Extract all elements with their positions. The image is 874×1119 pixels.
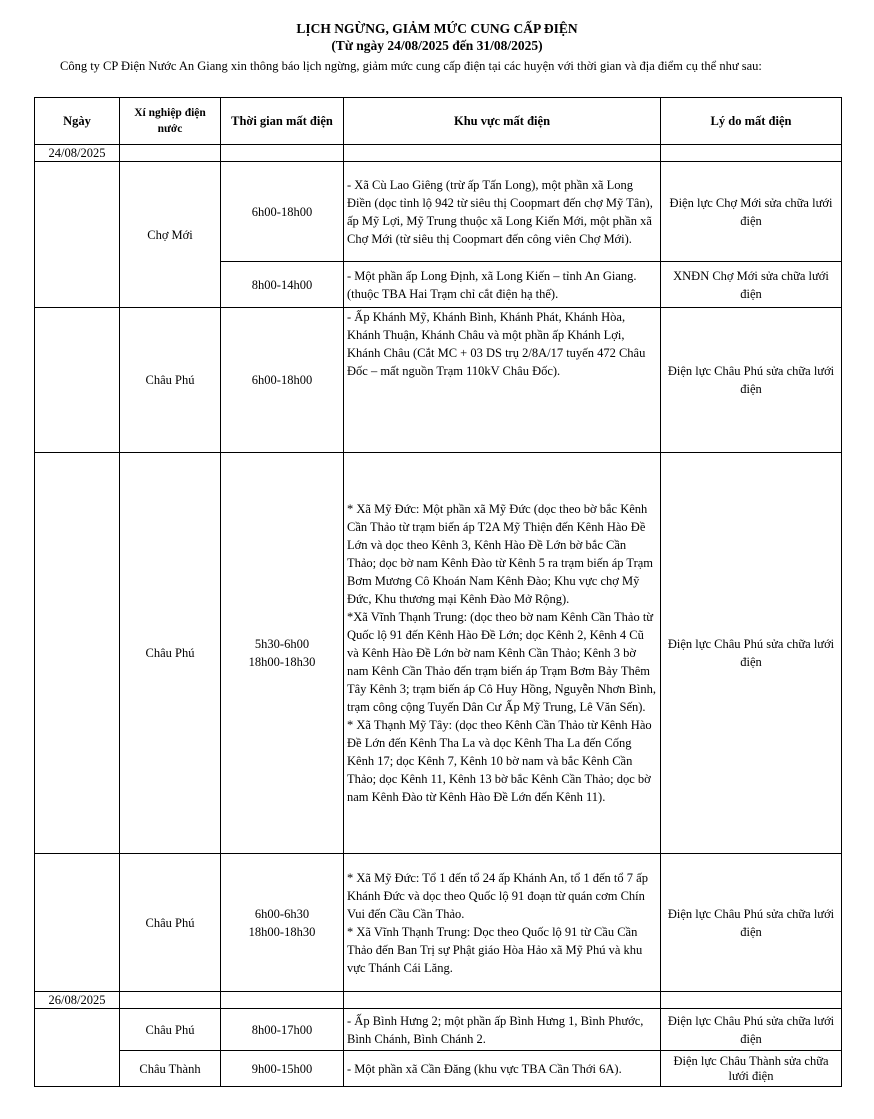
area-paragraph-3: * Xã Thạnh Mỹ Tây: (dọc theo Kênh Cần Thảo từ Kênh Hào Đề Lớn đến Kênh Tha La và dọc Kênh Tha La đến Cống Kênh 17; dọc Kênh 7, Kênh 10 bờ nam và bắc Kênh Cần Thảo; dọc Kênh 11, Kênh 13 bờ bắc Kênh Cần Thảo; dọc bờ nam Kênh Đào từ Kênh Hào Đề Lớn đến Kênh 11). [347, 718, 652, 804]
unit-cell: Châu Phú [120, 854, 221, 992]
table-row [35, 308, 842, 453]
area-cell: - Ấp Khánh Mỹ, Khánh Bình, Khánh Phát, Khánh Hòa, Khánh Thuận, Khánh Châu và một phần ấp Khánh Lợi, Khánh Châu (Cắt MC + 03 DS trụ 2/8A/17 tuyến 472 Châu Đốc – mất nguồn Trạm 110kV Châu Đốc). [344, 308, 661, 453]
table-row [35, 162, 842, 262]
time-slot-2: 18h00-18h30 [248, 924, 316, 939]
table-row [35, 1051, 842, 1087]
unit-cell: Chợ Mới [120, 162, 221, 308]
area-cell: - Ấp Bình Hưng 2; một phần ấp Bình Hưng 1, Bình Phước, Bình Chánh, Bình Chánh 2. [344, 1009, 661, 1051]
column-header-unit [120, 98, 221, 145]
column-header-reason: Lý do mất điện [661, 98, 842, 145]
time-cell: 8h00-14h00 [221, 262, 344, 308]
area-cell: - Xã Cù Lao Giêng (trừ ấp Tấn Long), một phần xã Long Điền (dọc tỉnh lộ 942 từ siêu thị Coopmart đến chợ Mỹ Tân), ấp Mỹ Lợi, Mỹ Trung thuộc xã Long Kiến Mới, một phần xã Chợ Mới (từ siêu thị Coopmart đến công viên Chợ Mới). [344, 162, 661, 262]
column-header-area: Khu vực mất điện [344, 98, 661, 145]
date-row [35, 992, 842, 1009]
unit-cell: Châu Thành [120, 1051, 221, 1087]
table-row [35, 1009, 842, 1051]
date-span-cell [35, 1009, 120, 1087]
column-header-date: Ngày [35, 98, 120, 145]
time-cell: 9h00-15h00 [221, 1051, 344, 1087]
time-cell: 6h00-18h00 [221, 162, 344, 262]
date-span-cell [35, 453, 120, 854]
date-span-cell [35, 162, 120, 308]
column-header-time-label: Thời gian mất điện [231, 114, 333, 128]
area-paragraph-2: *Xã Vĩnh Thạnh Trung: (dọc theo bờ nam Kênh Cần Thảo từ Quốc lộ 91 đến Kênh Hào Đề Lớn; dọc Kênh 2, Kênh 4 Cũ và Kênh Hào Đề Lớn bờ nam Kênh Cần Thảo; Kênh 3 bờ nam Kênh Cần Thảo đến trạm biến áp Trạm Bơm Bảy Thêm Tây Kênh 3; trạm biến áp Cô Huy Hồng, Nguyễn Nhơn Bình, trạm công cộng Tuyến Dân Cư Ấp Mỹ Trung, Lê Văn Sến). [347, 610, 656, 714]
time-slot-1: 6h00-6h30 [254, 906, 310, 921]
date-cell: 26/08/2025 [35, 992, 120, 1009]
date-span-cell [35, 854, 120, 992]
unit-cell: Châu Phú [120, 453, 221, 854]
reason-cell: Điện lực Châu Phú sửa chữa lưới điện [661, 854, 842, 992]
reason-cell: XNĐN Chợ Mới sửa chữa lưới điện [661, 262, 842, 308]
time-cell: 6h00-18h00 [221, 308, 344, 453]
area-paragraph-2: * Xã Vĩnh Thạnh Trung: Dọc theo Quốc lộ 91 từ Cầu Cần Thảo đến Ban Trị sự Phật giáo Hòa Hảo xã Mỹ Phú và khu vực Thánh Cái Lăng. [347, 924, 643, 975]
date-cell: 24/08/2025 [35, 145, 120, 162]
area-cell [344, 453, 661, 854]
date-row [35, 145, 842, 162]
document-subtitle: (Từ ngày 24/08/2025 đến 31/08/2025) [331, 38, 543, 53]
time-slot-2: 18h00-18h30 [248, 655, 316, 669]
reason-cell: Điện lực Chợ Mới sửa chữa lưới điện [661, 162, 842, 262]
time-slot-1: 5h30-6h00 [254, 637, 310, 651]
document-title: LỊCH NGỪNG, GIẢM MỨC CUNG CẤP ĐIỆN [296, 21, 578, 36]
column-header-time [221, 98, 344, 145]
reason-cell: Điện lực Châu Phú sửa chữa lưới điện [661, 453, 842, 854]
intro-paragraph: Công ty CP Điện Nước An Giang xin thông báo lịch ngừng, giảm mức cung cấp điện tại các huyện với thời gian và địa điểm cụ thể như sau: [60, 59, 762, 73]
area-cell: - Một phần ấp Long Định, xã Long Kiến – tỉnh An Giang. (thuộc TBA Hai Trạm chỉ cắt điện hạ thế). [344, 262, 661, 308]
outage-schedule-table [34, 97, 842, 1087]
unit-cell: Châu Phú [120, 1009, 221, 1051]
date-span-cell [35, 308, 120, 453]
time-cell [221, 854, 344, 992]
table-header-row [35, 98, 842, 145]
time-cell: 8h00-17h00 [221, 1009, 344, 1051]
reason-cell: Điện lực Châu Phú sửa chữa lưới điện [661, 308, 842, 453]
reason-cell: Điện lực Châu Thành sửa chữa lưới điện [661, 1051, 842, 1087]
area-paragraph-1: * Xã Mỹ Đức: Một phần xã Mỹ Đức (dọc theo bờ bắc Kênh Cần Thảo từ trạm biến áp T2A Mỹ Thiện đến Kênh Hào Đề Lớn và dọc theo Kênh 3, Kênh Hào Đề Lớn bờ bắc Cần Thảo; dọc bờ nam Kênh Đào từ Kênh 5 ra trạm biến áp Trạm Bơm Mương Cô Khoán Nam Kênh Đào; Khu vực chợ Mỹ Đức, Khu thương mại Kênh Đào Mở Rộng). [347, 502, 654, 606]
column-header-unit-label: Xí nghiệp điện nước [134, 107, 206, 135]
reason-cell: Điện lực Châu Phú sửa chữa lưới điện [661, 1009, 842, 1051]
unit-cell: Châu Phú [120, 308, 221, 453]
table-row [35, 453, 842, 854]
time-cell [221, 453, 344, 854]
area-paragraph-1: * Xã Mỹ Đức: Tổ 1 đến tổ 24 ấp Khánh An, tổ 1 đến tổ 7 ấp Khánh Đức và dọc theo Quốc lộ 91 đoạn từ quán cơm Chín Vui đến Cầu Cần Thảo. [347, 870, 648, 921]
area-cell [344, 854, 661, 992]
table-row [35, 854, 842, 992]
area-cell: - Một phần xã Cần Đăng (khu vực TBA Cần Thới 6A). [344, 1051, 661, 1087]
